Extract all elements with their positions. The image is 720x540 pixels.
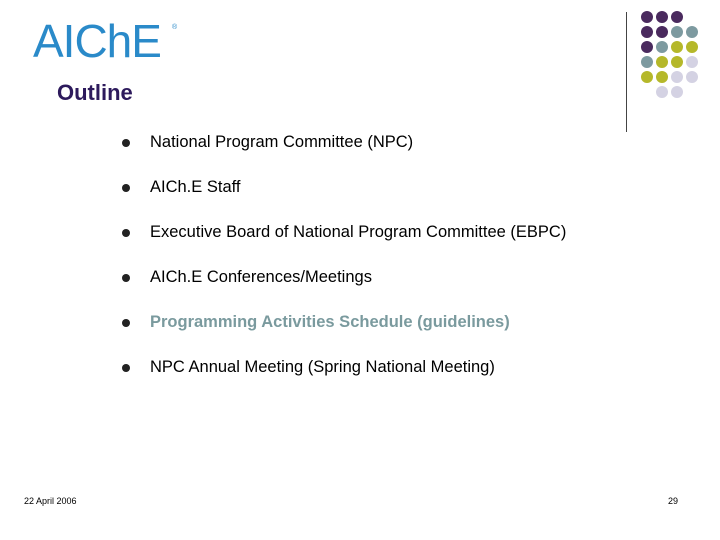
decorative-dot bbox=[671, 26, 683, 38]
decorative-dot bbox=[671, 11, 683, 23]
decorative-dot bbox=[641, 11, 653, 23]
logo-text: AIChE bbox=[33, 15, 161, 67]
decorative-dot bbox=[641, 26, 653, 38]
decorative-dot bbox=[656, 11, 668, 23]
list-item bbox=[122, 255, 566, 300]
list-item bbox=[122, 300, 566, 345]
list-item bbox=[122, 120, 566, 165]
list-item bbox=[122, 210, 566, 255]
decorative-dot bbox=[671, 71, 683, 83]
decorative-dot bbox=[656, 41, 668, 53]
decorative-dot bbox=[656, 71, 668, 83]
decorative-dot bbox=[656, 86, 668, 98]
bullet-text: National Program Committee (NPC) bbox=[150, 133, 414, 151]
decorative-dot bbox=[671, 41, 683, 53]
decorative-dot bbox=[686, 26, 698, 38]
decorative-dot bbox=[686, 41, 698, 53]
list-item bbox=[122, 345, 566, 390]
decorative-dot-grid bbox=[0, 0, 720, 140]
registered-mark: ® bbox=[172, 24, 178, 31]
outline-list bbox=[122, 120, 566, 390]
bullet-text: Programming Activities Schedule (guidelines) bbox=[150, 313, 510, 331]
decorative-dot bbox=[656, 56, 668, 68]
divider-line bbox=[626, 12, 627, 132]
decorative-dot bbox=[671, 86, 683, 98]
bullet-icon bbox=[122, 184, 130, 192]
list-item bbox=[122, 165, 566, 210]
bullet-icon bbox=[122, 274, 130, 282]
decorative-dot bbox=[686, 71, 698, 83]
decorative-dot bbox=[641, 56, 653, 68]
bullet-icon bbox=[122, 319, 130, 327]
decorative-dot bbox=[656, 26, 668, 38]
decorative-dot bbox=[671, 56, 683, 68]
footer-date: 22 April 2006 bbox=[24, 496, 77, 506]
slide-title: Outline bbox=[57, 80, 133, 105]
decorative-dot bbox=[641, 71, 653, 83]
bullet-icon bbox=[122, 139, 130, 147]
bullet-text: NPC Annual Meeting (Spring National Meeting) bbox=[150, 358, 495, 376]
page-number: 29 bbox=[668, 496, 679, 506]
bullet-text: Executive Board of National Program Committee (EBPC) bbox=[150, 223, 567, 241]
bullet-text: AICh.E Staff bbox=[150, 178, 241, 196]
bullet-icon bbox=[122, 364, 130, 372]
decorative-dot bbox=[686, 56, 698, 68]
bullet-text: AICh.E Conferences/Meetings bbox=[150, 268, 372, 286]
bullet-icon bbox=[122, 229, 130, 237]
decorative-dot bbox=[641, 41, 653, 53]
